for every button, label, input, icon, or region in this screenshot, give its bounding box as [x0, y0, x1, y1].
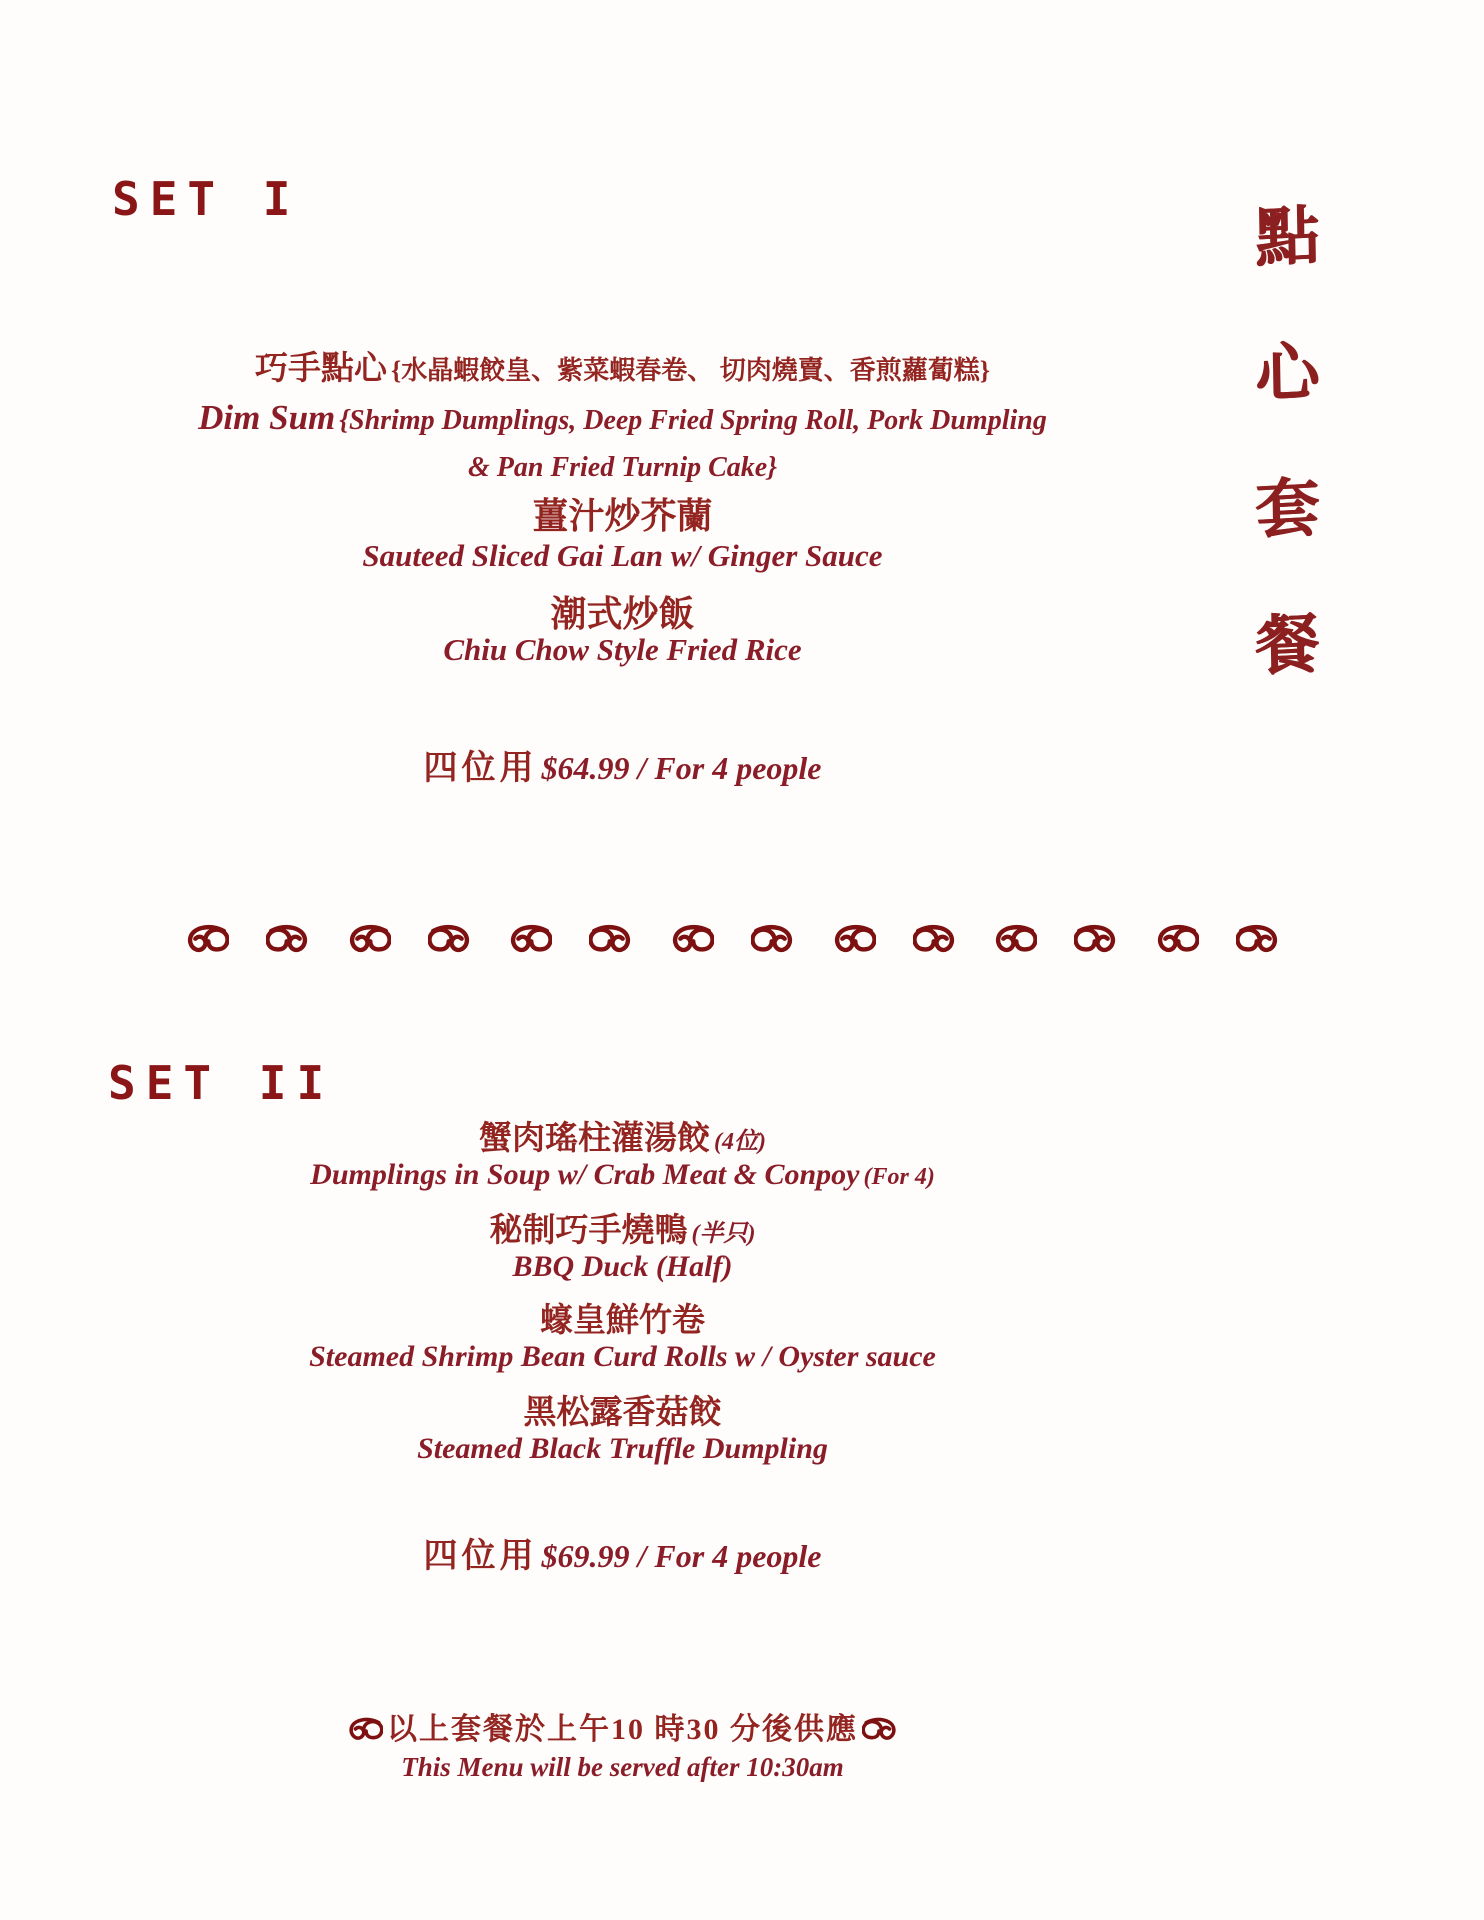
set2-dish3-zh: 蠔皇鮮竹卷: [540, 1303, 705, 1339]
footer-en: This Menu will be served after 10:30am: [401, 1752, 844, 1782]
set2-dish1-en-note: (For 4): [863, 1164, 935, 1190]
set2-price-en: $69.99 / For 4 people: [541, 1538, 822, 1574]
set1-dimsum-en-rest: {Shrimp Dumplings, Deep Fried Spring Roll, Pork Dumpling: [339, 405, 1047, 436]
set1-dimsum-zh-line: [75, 342, 1170, 389]
scroll-ornament-right-icon: [428, 924, 472, 956]
scroll-ornament-left-icon: [347, 924, 391, 956]
set1-dimsum-en-line1: [75, 398, 1170, 438]
set2-dish2-en: BBQ Duck (Half): [512, 1250, 733, 1283]
set2-price-zh: 四位用: [423, 1538, 538, 1575]
scroll-ornament-left-icon: [508, 924, 552, 956]
set1-dimsum-zh: 巧手點心: [255, 351, 387, 387]
set2-dish1-zh-note: (4位): [714, 1129, 766, 1155]
set2-dish2-zh-note: (半只): [691, 1221, 756, 1247]
banner-char-set: 套: [1254, 472, 1320, 547]
set2-dish3-en: Steamed Shrimp Bean Curd Rolls w / Oyster sauce: [309, 1340, 936, 1373]
set2-dish4-en: Steamed Black Truffle Dumpling: [417, 1432, 828, 1465]
footer-zh: 以上套餐於上午10 時30 分後供應: [387, 1713, 858, 1746]
set2-dish1-zh: 蟹肉瑤柱灌湯餃: [479, 1121, 710, 1157]
set1-dish2-zh: 薑汁炒芥蘭: [532, 496, 713, 536]
scroll-ornament-left-icon: [347, 1717, 383, 1743]
scroll-ornament-right-icon: [1074, 924, 1118, 956]
set1-dimsum-en-line2: & Pan Fried Turnip Cake}: [468, 452, 777, 483]
set1-price-en: $64.99 / For 4 people: [541, 750, 822, 786]
set2-price-line: [75, 1528, 1170, 1577]
scroll-ornament-right-icon: [589, 924, 633, 956]
scroll-ornament-right-icon: [266, 924, 310, 956]
scroll-ornament-right-icon: [862, 1717, 898, 1743]
scroll-ornament-right-icon: [1236, 924, 1280, 956]
set2-dish2-zh: 秘制巧手燒鴨: [489, 1213, 688, 1249]
set1-dimsum-zh-detail: {水晶蝦餃皇、紫菜蝦春卷、 切肉燒賣、香煎蘿蔔糕}: [391, 356, 990, 385]
set1-heading: SET I: [112, 172, 301, 226]
scroll-ornament-left-icon: [185, 924, 229, 956]
banner-char-meal: 餐: [1254, 608, 1320, 683]
footer-zh-line: [75, 1704, 1170, 1748]
ornament-divider: [185, 924, 1280, 956]
set1-dimsum-en-lead: Dim Sum: [198, 398, 336, 437]
set2-heading: SET II: [108, 1056, 335, 1110]
set2-dish4-zh: 黑松露香菇餃: [523, 1395, 722, 1431]
set2-dish1-en: Dumplings in Soup w/ Crab Meat & Conpoy: [310, 1158, 860, 1191]
set1-dish2-en: Sauteed Sliced Gai Lan w/ Ginger Sauce: [362, 538, 883, 573]
scroll-ornament-right-icon: [751, 924, 795, 956]
scroll-ornament-left-icon: [832, 924, 876, 956]
scroll-ornament-left-icon: [993, 924, 1037, 956]
set1-price-zh: 四位用: [423, 750, 538, 787]
banner-char-sum: 心: [1254, 336, 1320, 411]
set1-dish3-zh: 潮式炒飯: [550, 594, 695, 634]
scroll-ornament-right-icon: [913, 924, 957, 956]
set2-dish1-en-line: [75, 1158, 1170, 1192]
scroll-ornament-left-icon: [670, 924, 714, 956]
set2-dish2-zh-line: [75, 1204, 1170, 1251]
scroll-ornament-left-icon: [1155, 924, 1199, 956]
set1-price-line: [75, 740, 1170, 789]
set2-dish1-zh-line: [75, 1112, 1170, 1159]
banner-char-dim: 點: [1254, 200, 1320, 275]
set1-dish3-en: Chiu Chow Style Fried Rice: [443, 632, 802, 667]
